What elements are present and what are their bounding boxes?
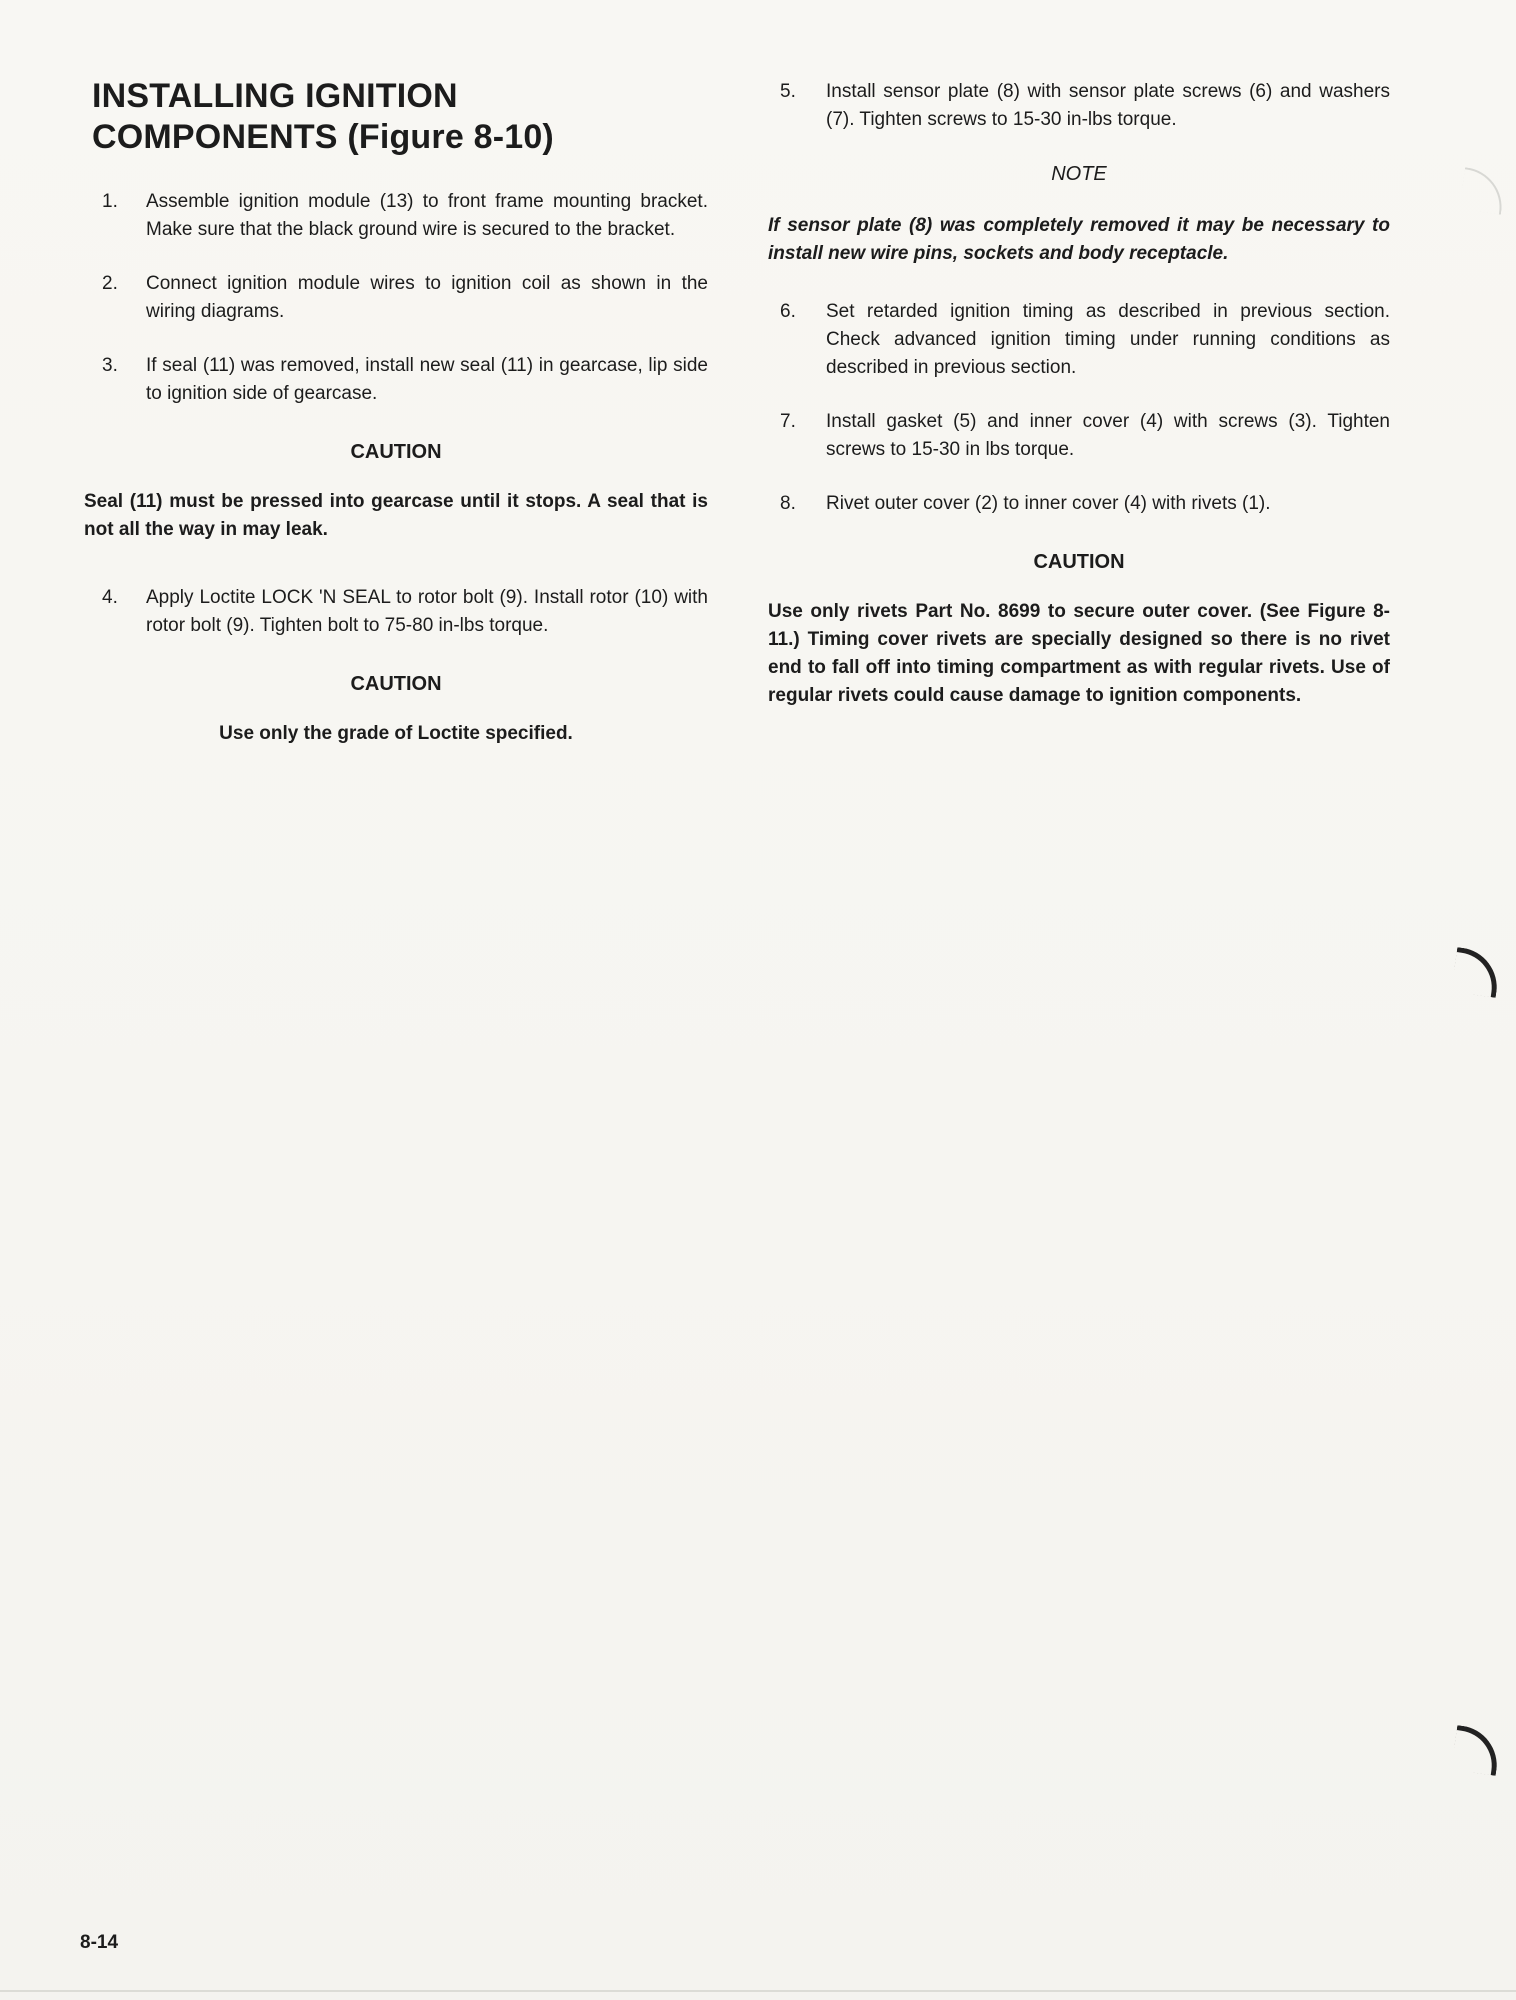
step-text: Apply Loctite LOCK 'N SEAL to rotor bolt (9). Install rotor (10) with rotor bolt (9). Tighten bolt to 75-80 in-lbs torque. (146, 587, 708, 636)
step-text: If seal (11) was removed, install new seal (11) in gearcase, lip side to ignition side of gearcase. (146, 355, 708, 404)
right-column (768, 78, 1390, 750)
note-heading: NOTE (1051, 163, 1107, 185)
step-number: 6. (780, 301, 796, 322)
step-4 (84, 584, 708, 640)
left-column (84, 76, 708, 788)
step-number: 1. (102, 191, 118, 212)
step-number: 8. (780, 493, 796, 514)
step-8 (768, 490, 1390, 518)
step-text: Rivet outer cover (2) to inner cover (4) with rivets (1). (826, 493, 1271, 514)
step-1 (84, 188, 708, 244)
section-title: INSTALLING IGNITION COMPONENTS (Figure 8-10) (92, 77, 554, 156)
caution-heading: CAUTION (350, 441, 442, 463)
step-2 (84, 270, 708, 326)
step-text: Assemble ignition module (13) to front frame mounting bracket. Make sure that the black ground wire is secured to the bracket. (146, 191, 708, 240)
caution-text: Use only the grade of Loctite specified. (219, 723, 573, 744)
page-number: 8-14 (80, 1932, 119, 1953)
step-3 (84, 352, 708, 408)
binder-hole-mark-top (1459, 167, 1506, 214)
step-text: Install sensor plate (8) with sensor plate screws (6) and washers (7). Tighten screws to 15-30 in-lbs torque. (826, 81, 1390, 130)
binder-hole-mark-middle (1451, 947, 1502, 998)
step-text: Install gasket (5) and inner cover (4) with screws (3). Tighten screws to 15-30 in lbs torque. (826, 411, 1390, 460)
step-number: 5. (780, 81, 796, 102)
step-number: 3. (102, 355, 118, 376)
caution-heading: CAUTION (1033, 551, 1125, 573)
step-number: 4. (102, 587, 118, 608)
step-text: Connect ignition module wires to ignition coil as shown in the wiring diagrams. (146, 273, 708, 322)
caution-text: Seal (11) must be pressed into gearcase until it stops. A seal that is not all the way in may leak. (84, 491, 708, 540)
note-text: If sensor plate (8) was completely removed it may be necessary to install new wire pins, sockets and body receptacle. (768, 215, 1390, 264)
bottom-edge (0, 1990, 1516, 1992)
step-7 (768, 408, 1390, 464)
step-number: 2. (102, 273, 118, 294)
step-5 (768, 78, 1390, 134)
caution-heading: CAUTION (350, 673, 442, 695)
step-text: Set retarded ignition timing as described in previous section. Check advanced ignition timing under running conditions as described in previous section. (826, 301, 1390, 378)
step-6 (768, 298, 1390, 382)
binder-hole-mark-bottom (1451, 1725, 1502, 1776)
step-number: 7. (780, 411, 796, 432)
caution-text: Use only rivets Part No. 8699 to secure outer cover. (See Figure 8-11.) Timing cover rivets are specially designed so there is no rivet end to fall off into timing compartment as with regular rivets. Use of regular rivets could cause damage to ignition components. (768, 601, 1390, 706)
